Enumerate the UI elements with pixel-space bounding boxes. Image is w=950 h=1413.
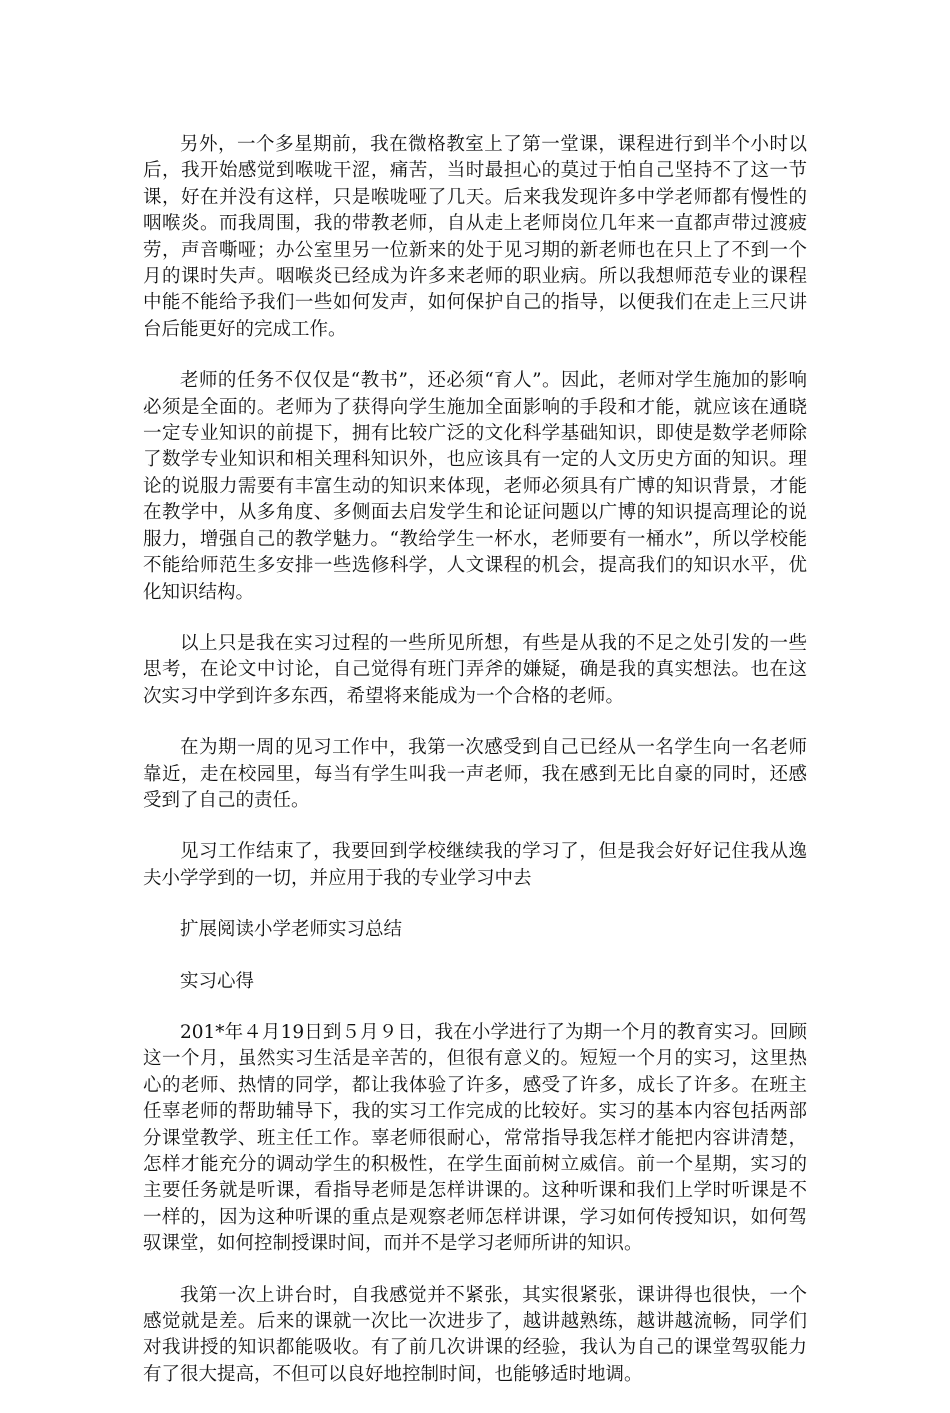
- subsection-heading: 实习心得: [180, 970, 255, 992]
- paragraph-4: 在为期一周的见习工作中，我第一次感受到自己已经从一名学生向一名老师靠近，走在校园里，每当有学生叫我一声老师，我在感到无比自豪的同时，还感受到了自己的责任。: [143, 737, 807, 811]
- paragraph-7: 我第一次上讲台时，自我感觉并不紧张，其实很紧张，课讲得也很快，一个感觉就是差。后来的课就一次比一次进步了，越讲越熟练，越讲越流畅，同学们对我讲授的知识都能吸收。有了前几次讲课的经验，我认为自己的课堂驾驭能力有了很大提高，不但可以良好地控制时间，也能够适时地调。: [143, 1284, 807, 1385]
- paragraph-2: 老师的任务不仅仅是“教书”，还必须“育人”。因此，老师对学生施加的影响必须是全面的。老师为了获得向学生施加全面影响的手段和才能，就应该在通晓一定专业知识的前提下，拥有比较广泛的文化科学基础知识，即使是数学老师除了数学专业知识和相关理科知识外，也应该具有一定的人文历史方面的知识。理论的说服力需要有丰富生动的知识来体现，老师必须具有广博的知识背景，才能在教学中，从多角度、多侧面去启发学生和论证问题以广博的知识提高理论的说服力，增强自己的教学魅力。“教给学生一杯水，老师要有一桶水”，所以学校能不能给师范生多安排一些选修科学，人文课程的机会，提高我们的知识水平，优化知识结构。: [143, 370, 807, 603]
- paragraph-1: 另外，一个多星期前，我在微格教室上了第一堂课，课程进行到半个小时以后，我开始感觉到喉咙干涩，痛苦，当时最担心的莫过于怕自己坚持不了这一节课，好在并没有这样，只是喉咙哑了几天。后来我发现许多中学老师都有慢性的咽喉炎。而我周围，我的带教老师，自从走上老师岗位几年来一直都声带过渡疲劳，声音嘶哑；办公室里另一位新来的处于见习期的新老师也在只上了不到一个月的课时失声。咽喉炎已经成为许多来老师的职业病。所以我想师范专业的课程中能不能给予我们一些如何发声，如何保护自己的指导，以便我们在走上三尺讲台后能更好的完成工作。: [143, 134, 807, 340]
- paragraph-5: 见习工作结束了，我要回到学校继续我的学习了，但是我会好好记住我从逸夫小学学到的一切，并应用于我的专业学习中去: [143, 841, 807, 889]
- section-heading: 扩展阅读小学老师实习总结: [180, 919, 403, 941]
- paragraph-3: 以上只是我在实习过程的一些所见所想，有些是从我的不足之处引发的一些思考，在论文中讨论，自己觉得有班门弄斧的嫌疑，确是我的真实想法。也在这次实习中学到许多东西，希望将来能成为一个合格的老师。: [143, 632, 807, 707]
- paragraph-6: 201*年４月19日到５月９日，我在小学进行了为期一个月的教育实习。回顾这一个月，虽然实习生活是辛苦的，但很有意义的。短短一个月的实习，这里热心的老师、热情的同学，都让我体验了许多，感受了许多，成长了许多。在班主任辜老师的帮助辅导下，我的实习工作完成的比较好。实习的基本内容包括两部分课堂教学、班主任工作。辜老师很耐心，常常指导我怎样才能把内容讲清楚，怎样才能充分的调动学生的积极性，在学生面前树立威信。前一个星期，实习的主要任务就是听课，看指导老师是怎样讲课的。这种听课和我们上学时听课是不一样的，因为这种听课的重点是观察老师怎样讲课，学习如何传授知识，如何驾驭课堂，如何控制授课时间，而并不是学习老师所讲的知识。: [143, 1021, 807, 1255]
- document-body: [143, 132, 807, 1413]
